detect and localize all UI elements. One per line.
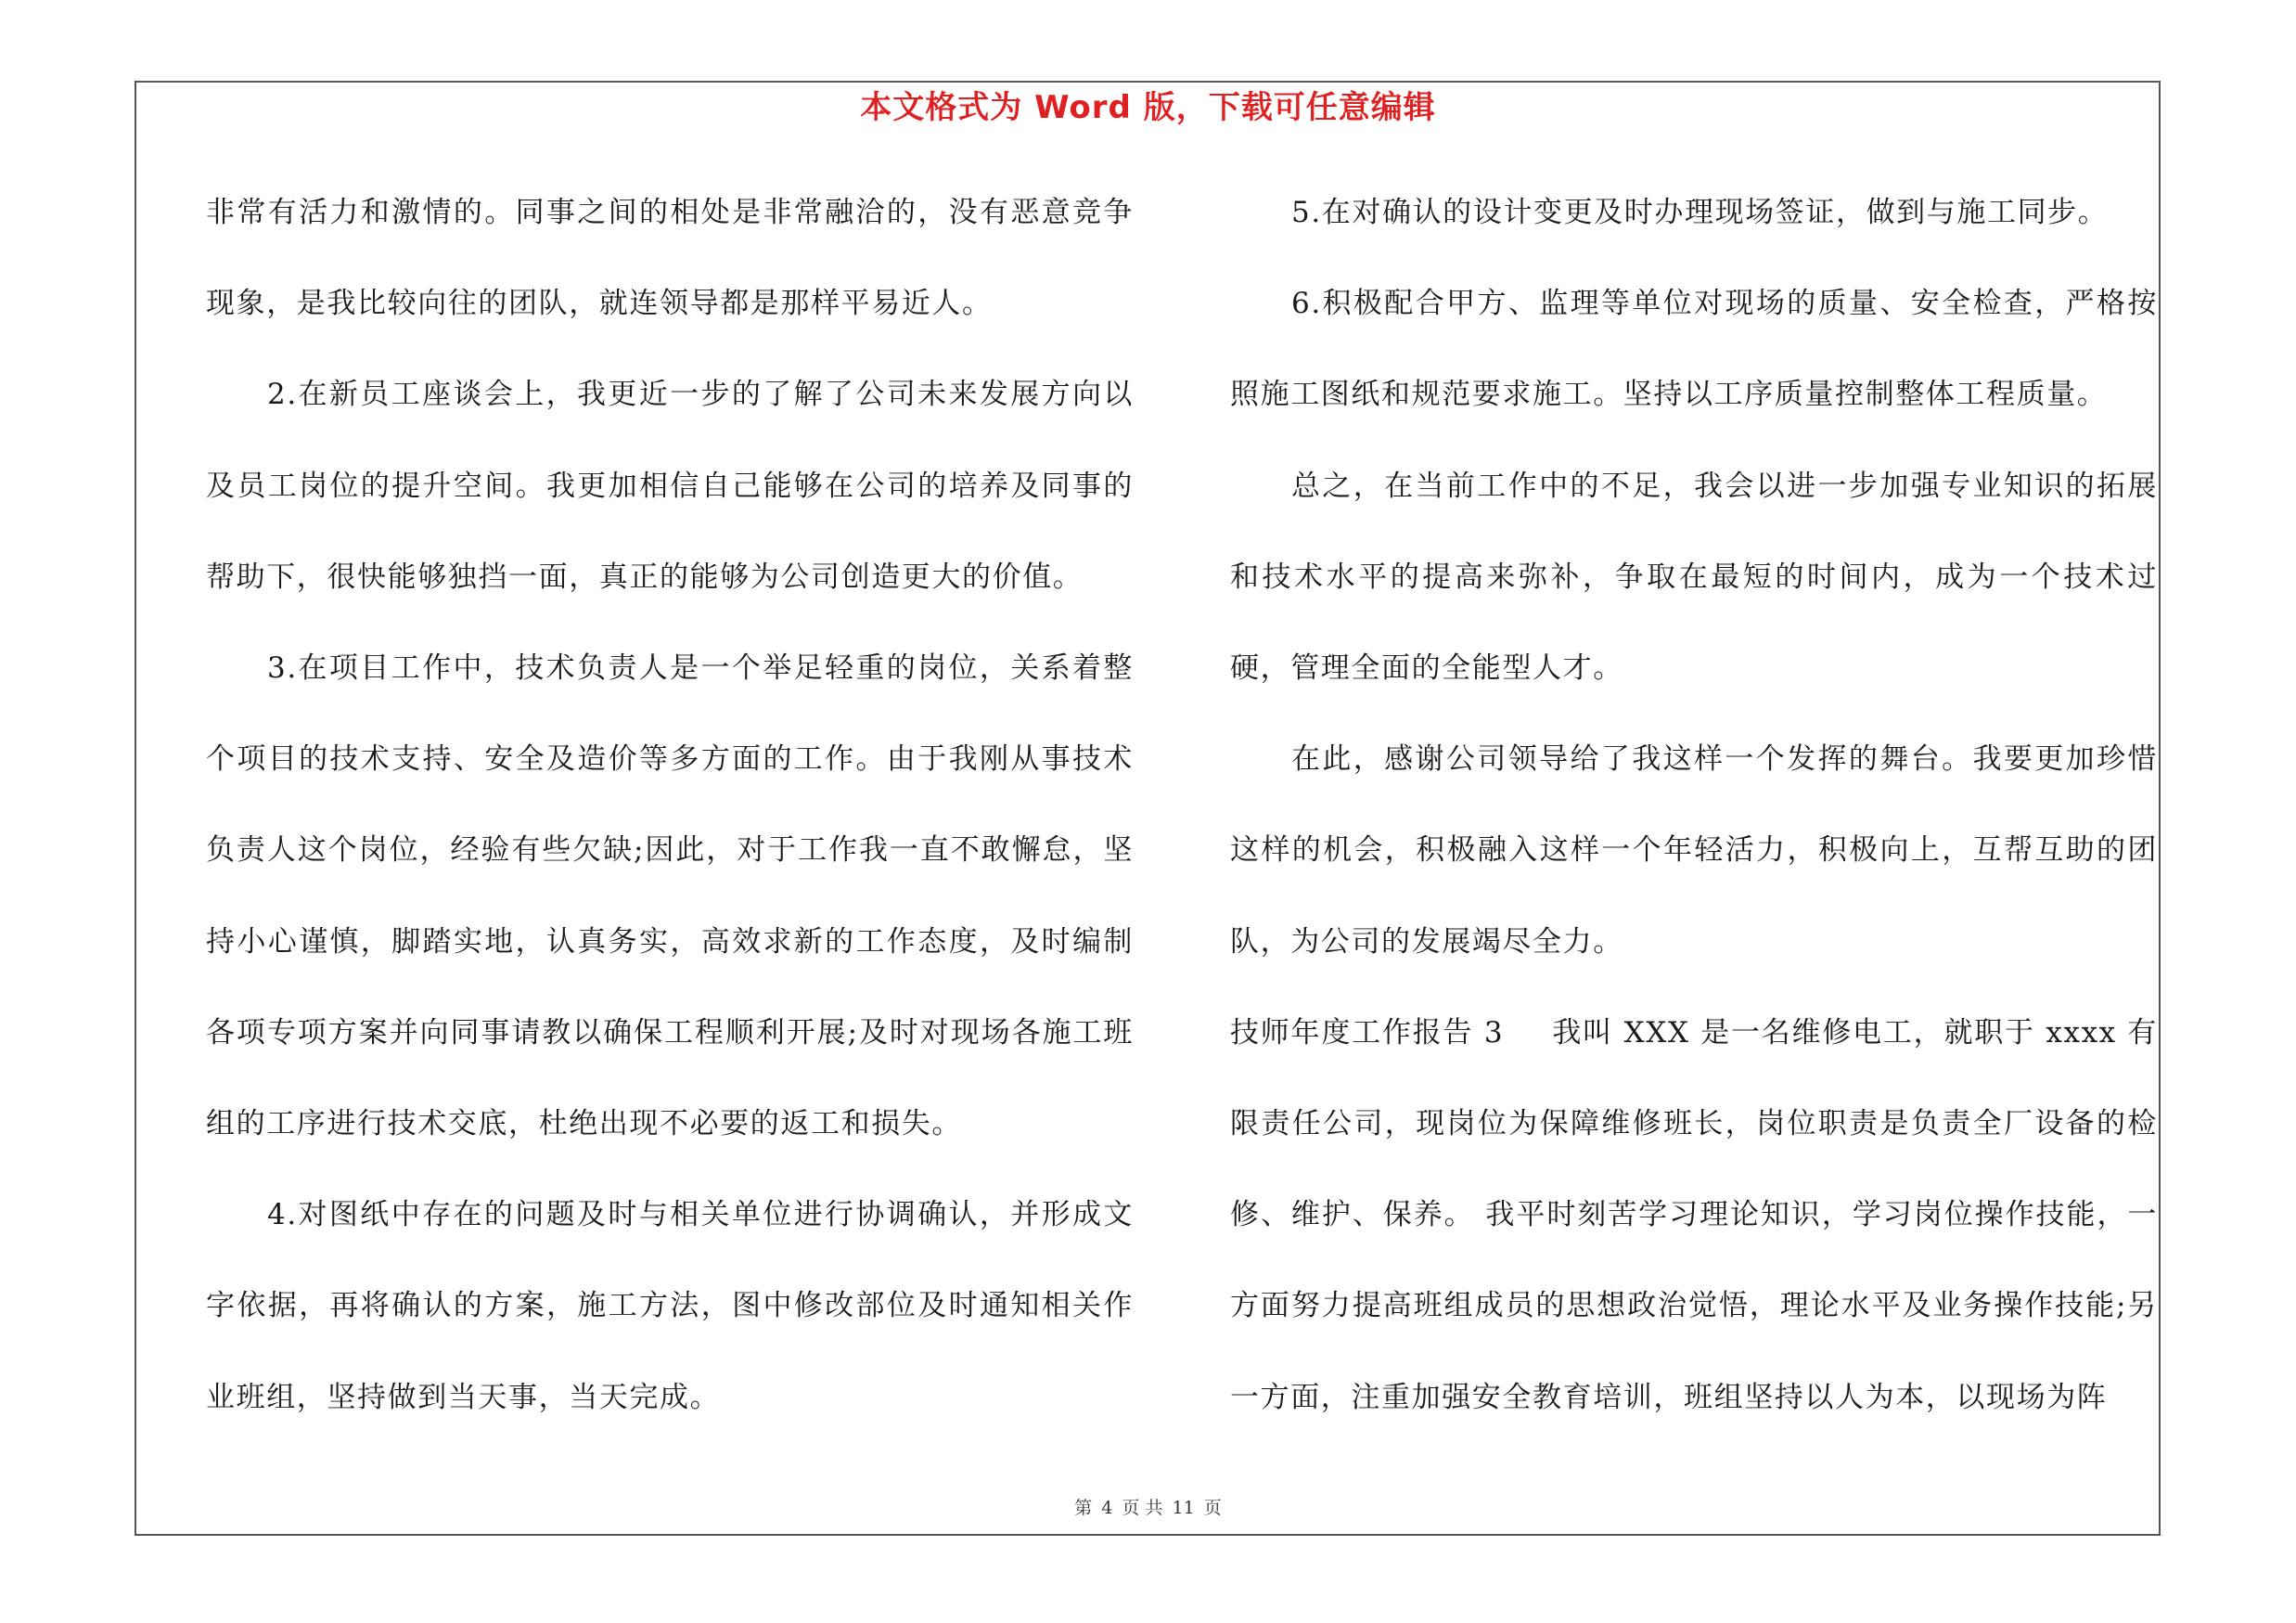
- footer-middle: 页 共: [1122, 1498, 1163, 1518]
- left-column: [206, 167, 1134, 1443]
- footer-total-pages: 11: [1172, 1498, 1195, 1518]
- paragraph-6: 6.积极配合甲方、监理等单位对现场的质量、安全检查，严格按照施工图纸和规范要求施工。坚持以工序质量控制整体工程质量。: [1230, 287, 2158, 412]
- format-banner: 本文格式为 Word 版，下载可任意编辑: [860, 89, 1436, 126]
- footer-prefix: 第: [1074, 1498, 1093, 1518]
- paragraph-8: 在此，感谢公司领导给了我这样一个发挥的舞台。我要更加珍惜这样的机会，积极融入这样一个年轻活力，积极向上，互帮互助的团队，为公司的发展竭尽全力。: [1230, 742, 2158, 959]
- page-footer: [0, 1497, 2296, 1519]
- paragraph-1: 非常有活力和激情的。同事之间的相处是非常融洽的，没有恶意竞争现象，是我比较向往的团队，就连领导都是那样平易近人。: [206, 196, 1134, 321]
- paragraph-9: [1230, 987, 2158, 1443]
- report-title: 技师年度工作报告 3: [1230, 1015, 1505, 1050]
- right-column: [1230, 167, 2158, 1443]
- paragraph-7: 总之，在当前工作中的不足，我会以进一步加强专业知识的拓展和技术水平的提高来弥补，争取在最短的时间内，成为一个技术过硬，管理全面的全能型人才。: [1230, 469, 2158, 686]
- report-body: 我叫 XXX 是一名维修电工，就职于 xxxx 有限责任公司，现岗位为保障维修班长，岗位职责是负责全厂设备的检修、维护、保养。 我平时刻苦学习理论知识，学习岗位操作技能，一方面努力提高班组成员的思想政治觉悟，理论水平及业务操作技能;另一方面，注重加强安全教育培训，班组坚持以人为本，以现场为阵: [1230, 1015, 2158, 1414]
- footer-suffix: 页: [1203, 1498, 1222, 1518]
- paragraph-5: 5.在对确认的设计变更及时办理现场签证，做到与施工同步。: [1291, 196, 2109, 229]
- footer-page-number: 4: [1101, 1498, 1113, 1518]
- paragraph-3: 3.在项目工作中，技术负责人是一个举足轻重的岗位，关系着整个项目的技术支持、安全及造价等多方面的工作。由于我刚从事技术负责人这个岗位，经验有些欠缺;因此，对于工作我一直不敢懈怠，坚持小心谨慎，脚踏实地，认真务实，高效求新的工作态度，及时编制各项专项方案并向同事请教以确保工程顺利开展;及时对现场各施工班组的工序进行技术交底，杜绝出现不必要的返工和损失。: [206, 651, 1134, 1141]
- paragraph-2: 2.在新员工座谈会上，我更近一步的了解了公司未来发展方向以及员工岗位的提升空间。我更加相信自己能够在公司的培养及同事的帮助下，很快能够独挡一面，真正的能够为公司创造更大的价值。: [206, 378, 1134, 594]
- paragraph-4: 4.对图纸中存在的问题及时与相关单位进行协调确认，并形成文字依据，再将确认的方案，施工方法，图中修改部位及时通知相关作业班组，坚持做到当天事，当天完成。: [206, 1198, 1134, 1414]
